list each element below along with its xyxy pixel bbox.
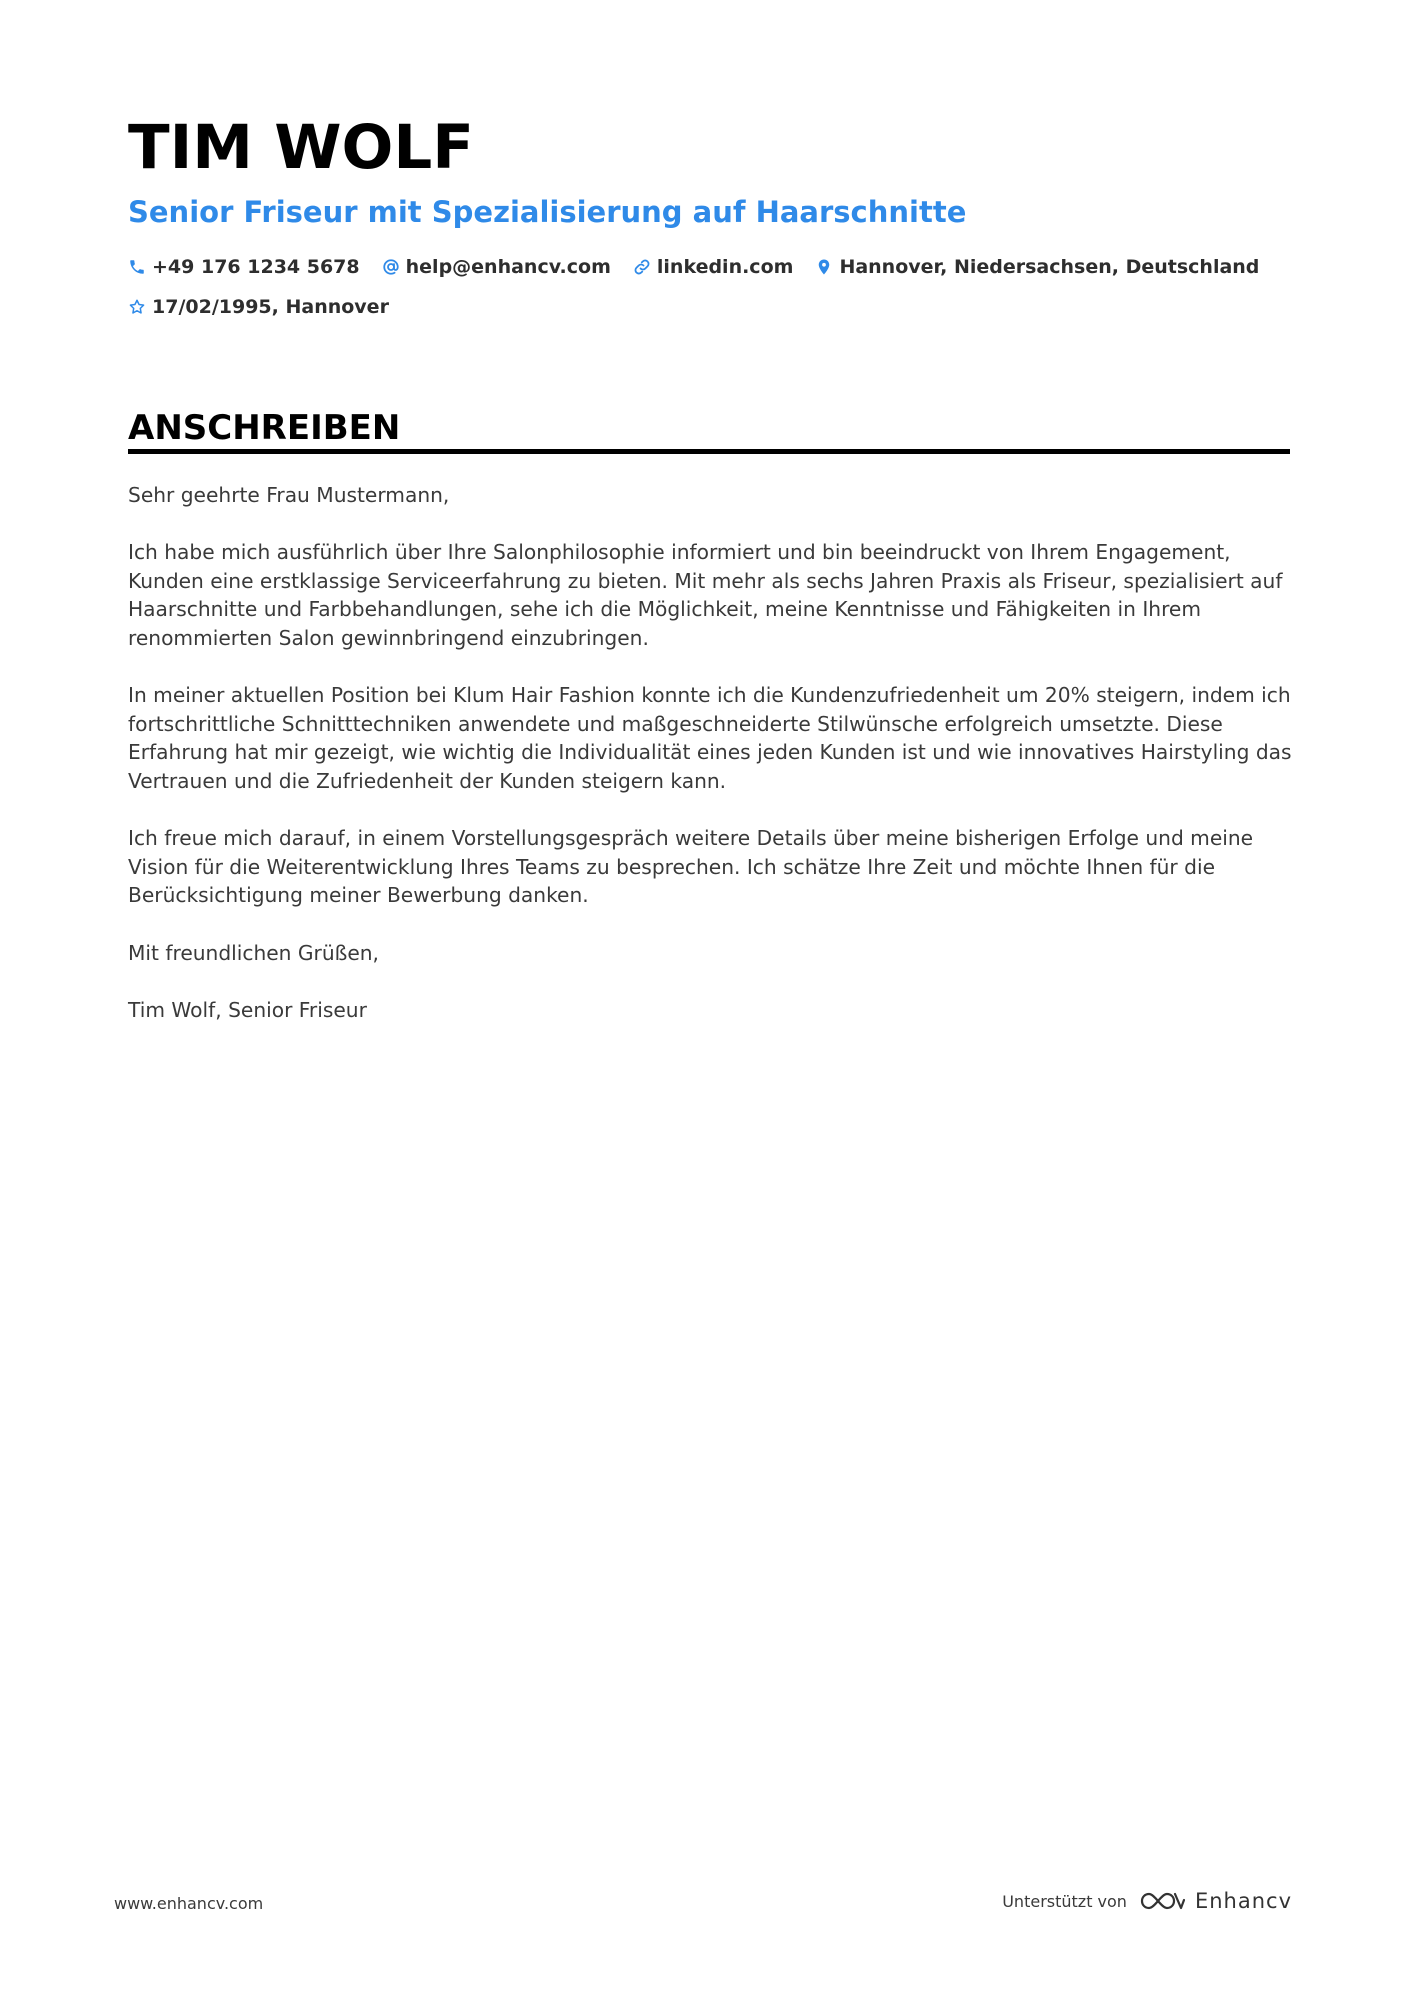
contact-email[interactable] <box>382 254 611 280</box>
letter-signature: Tim Wolf, Senior Friseur <box>128 997 367 1022</box>
phone-text: +49 176 1234 5678 <box>152 256 360 278</box>
contact-linkedin[interactable] <box>633 254 794 280</box>
location-text: Hannover, Niedersachsen, Deutschland <box>839 256 1260 278</box>
linkedin-text: linkedin.com <box>656 256 794 278</box>
brand-name: Enhancv <box>1194 1889 1292 1913</box>
letter-paragraph-1: Ich habe mich ausführlich über Ihre Salonphilosophie informiert und bin beeindruckt von Ihrem Engagement, Kunden eine erstklassige Serviceerfahrung zu bieten. Mit mehr als sechs Jahren Praxis als Friseur, spezialisiert auf Haarschnitte und Farbbehandlungen, sehe ich die Möglichkeit, meine Kenntnisse und Fähigkeiten in Ihrem renommierten Salon gewinnbringend einzubringen. <box>128 540 1283 650</box>
star-icon <box>128 298 146 316</box>
letter-salutation: Sehr geehrte Frau Mustermann, <box>128 483 450 507</box>
at-icon <box>382 258 400 276</box>
contact-birth <box>128 294 389 320</box>
letter-paragraph-3: Ich freue mich darauf, in einem Vorstellungsgespräch weitere Details über meine bisherigen Erfolge und meine Vision für die Weiterentwicklung Ihres Teams zu besprechen. Ich schätze Ihre Zeit und möchte Ihnen für die Berücksichtigung meiner Bewerbung danken. <box>128 826 1254 908</box>
email-text: help@enhancv.com <box>405 256 611 278</box>
applicant-title: Senior Friseur mit Spezialisierung auf Haarschnitte <box>128 195 967 229</box>
contact-location <box>815 254 1259 280</box>
applicant-name: TIM WOLF <box>128 112 474 183</box>
birth-text: 17/02/1995, Hannover <box>152 296 389 318</box>
contact-row-2 <box>128 294 411 320</box>
phone-icon <box>128 258 146 276</box>
powered-by-label: Unterstützt von <box>1002 1891 1127 1911</box>
location-pin-icon <box>815 258 833 276</box>
section-title: ANSCHREIBEN <box>128 408 401 448</box>
letter-body <box>128 481 1293 1053</box>
link-icon <box>633 258 651 276</box>
section-divider <box>128 449 1290 454</box>
letter-paragraph-2: In meiner aktuellen Position bei Klum Hair Fashion konnte ich die Kundenzufriedenheit um 20% steigern, indem ich fortschrittliche Schnitttechniken anwendete und maßgeschneiderte Stilwünsche erfolgreich umsetzte. Diese Erfahrung hat mir gezeigt, wie wichtig die Individualität eines jeden Kunden ist und wie innovatives Hairstyling das Vertrauen und die Zufriedenheit der Kunden steigern kann. <box>128 683 1292 793</box>
contact-phone <box>128 254 360 280</box>
enhancv-logo-icon <box>1139 1888 1185 1914</box>
letter-closing: Mit freundlichen Grüßen, <box>128 940 379 965</box>
contact-row <box>128 254 1281 280</box>
footer-website[interactable]: www.enhancv.com <box>114 1894 264 1913</box>
footer-branding <box>1002 1888 1292 1914</box>
